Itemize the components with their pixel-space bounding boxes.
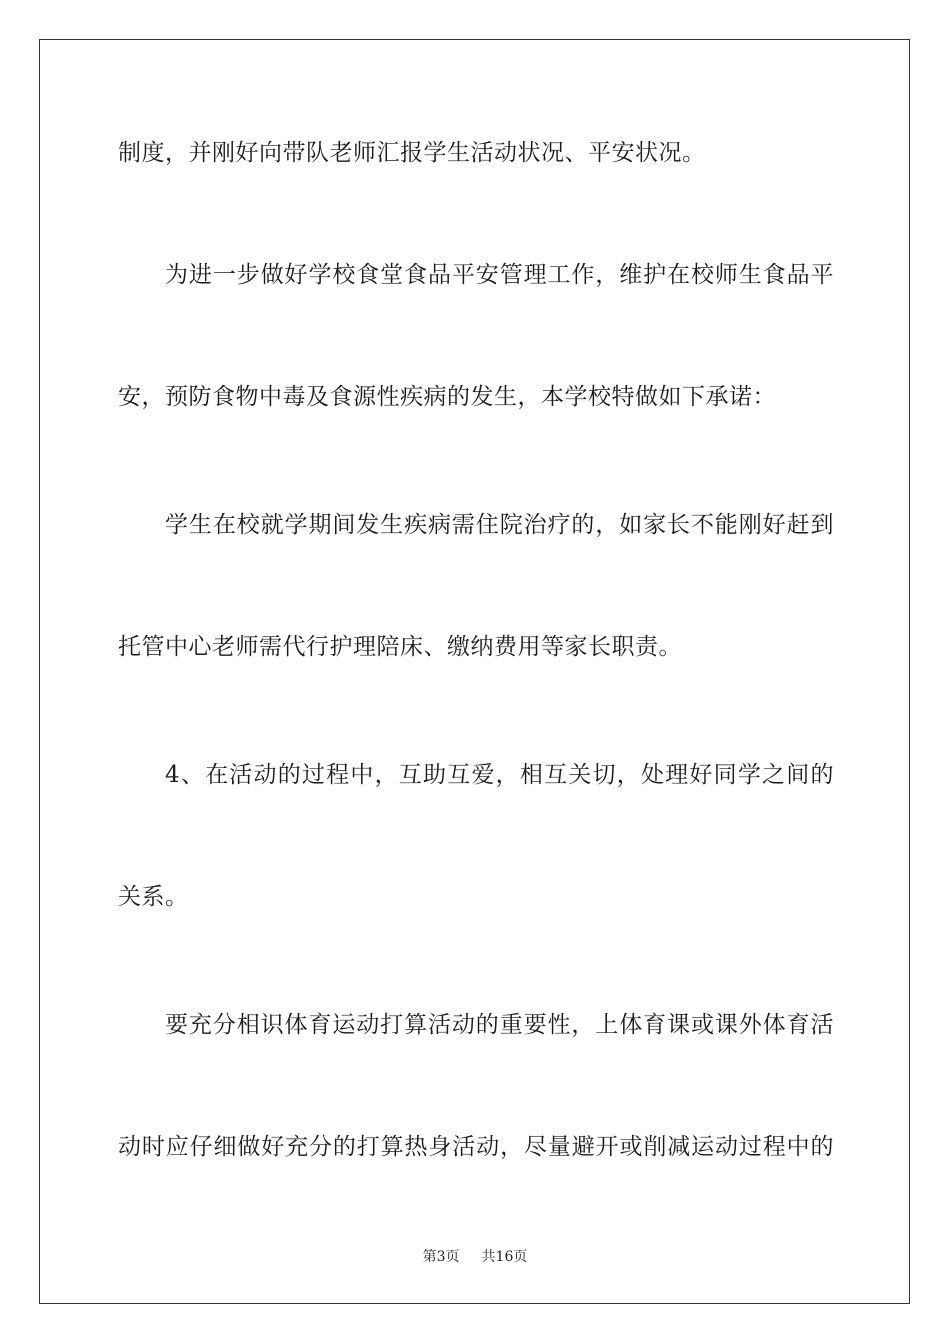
page-border xyxy=(39,39,910,1304)
paragraph-line-6: 4、在活动的过程中，互助互爱，相互关切，处理好同学之间的 xyxy=(165,762,834,788)
page-total: 共16页 xyxy=(481,1249,528,1265)
page-number: 第3页 xyxy=(422,1249,460,1265)
paragraph-line-9: 动时应仔细做好充分的打算热身活动，尽量避开或削减运动过程中的 xyxy=(118,1134,834,1160)
paragraph-line-2: 为进一步做好学校食堂食品平安管理工作，维护在校师生食品平 xyxy=(165,262,834,288)
paragraph-line-3: 安，预防食物中毒及食源性疾病的发生，本学校特做如下承诺： xyxy=(118,384,776,410)
paragraph-line-4: 学生在校就学期间发生疾病需住院治疗的，如家长不能刚好赶到 xyxy=(165,512,834,538)
paragraph-line-5: 托管中心老师需代行护理陪床、缴纳费用等家长职责。 xyxy=(118,634,682,660)
paragraph-line-1: 制度，并刚好向带队老师汇报学生活动状况、平安状况。 xyxy=(118,140,706,166)
paragraph-line-7: 关系。 xyxy=(118,884,189,910)
paragraph-line-8: 要充分相识体育运动打算活动的重要性，上体育课或课外体育活 xyxy=(165,1012,834,1038)
page-footer xyxy=(0,1248,950,1266)
